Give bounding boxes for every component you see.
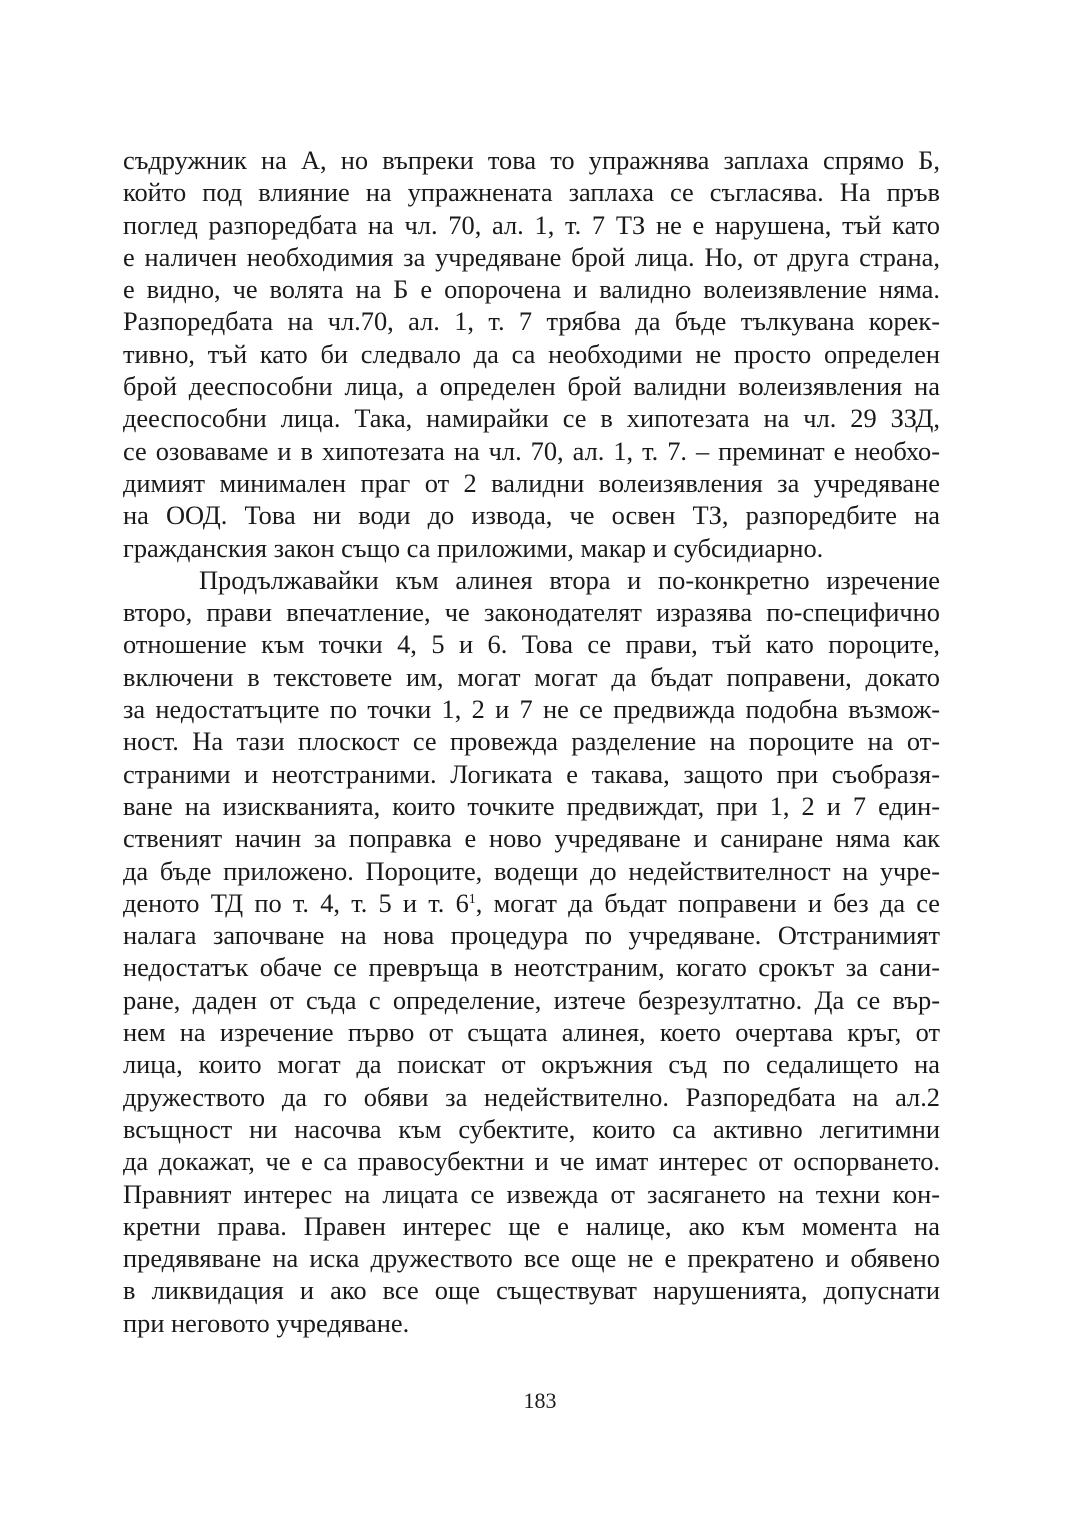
text-line: дееспособни лица. Така, намирайки се в хипотезата на чл. 29 ЗЗД, — [123, 403, 940, 434]
footnote-reference[interactable]: 1 — [468, 891, 476, 907]
text-line-with-footnote — [123, 887, 940, 919]
text-line: ране, даден от съда с определение, изтече безрезултатно. Да се вър- — [123, 984, 940, 1015]
text-line: ност. На тази плоскост се провежда разделение на пороците на от- — [123, 726, 940, 757]
text-line: да бъде приложено. Пороците, водещи до недействителност на учре- — [123, 855, 940, 886]
text-line: тивно, тъй като би следвало да са необходими не просто определен — [123, 338, 940, 369]
text-line: включени в текстовете им, могат могат да бъдат поправени, докато — [123, 661, 940, 692]
paragraph-1 — [123, 144, 940, 564]
text-line: налага започване на нова процедура по учредяване. Отстранимият — [123, 920, 940, 951]
text-line: нем на изречение първо от същата алинея, което очертава кръг, от — [123, 1017, 940, 1048]
text-fragment: , могат да бъдат поправени и без да се — [475, 887, 940, 918]
text-line: кретни права. Правен интерес ще е налице, ако към момента на — [123, 1210, 940, 1241]
text-line: да докажат, че е са правосубектни и че имат интерес от оспорването. — [123, 1146, 940, 1177]
page-number: 183 — [523, 1388, 557, 1413]
text-line: лица, които могат да поискат от окръжния съд по седалището на — [123, 1049, 940, 1080]
text-line: димият минимален праг от 2 валидни волеизявления за учредяване — [123, 467, 940, 498]
text-line: гражданския закон също са приложими, макар и субсидиарно. — [123, 532, 824, 563]
text-line: е наличен необходимия за учредяване брой лица. Но, от друга страна, — [123, 241, 940, 272]
text-line: е видно, че волята на Б е опорочена и валидно волеизявление няма. — [123, 274, 940, 305]
text-line: при неговото учредяване. — [123, 1307, 410, 1338]
text-line: страними и неотстраними. Логиката е такава, защото при съобразя- — [123, 758, 940, 789]
text-line: ване на изискванията, които точките предвиждат, при 1, 2 и 7 един- — [123, 790, 940, 821]
text-line: брой дееспособни лица, а определен брой валидни волеизявления на — [123, 371, 940, 402]
text-line: поглед разпоредбата на чл. 70, ал. 1, т. 7 ТЗ не е нарушена, тъй като — [123, 209, 940, 240]
text-line: дружеството да го обяви за недействително. Разпоредбата на ал.2 — [123, 1081, 940, 1112]
text-line: в ликвидация и ако все още съществуват нарушенията, допуснати — [123, 1275, 940, 1306]
text-line: Разпоредбата на чл.70, ал. 1, т. 7 трябва да бъде тълкувана корек- — [123, 306, 940, 337]
text-line: за недостатъците по точки 1, 2 и 7 не се предвижда подобна възмож- — [123, 694, 940, 725]
text-line: отношение към точки 4, 5 и 6. Това се прави, тъй като пороците, — [123, 629, 940, 660]
text-line: съдружник на А, но въпреки това то упражнява заплаха спрямо Б, — [123, 145, 940, 175]
text-line: който под влияние на упражнената заплаха се съгласява. На пръв — [123, 177, 940, 208]
text-line: недостатък обаче се превръща в неотстраним, когато срокът за сани- — [123, 952, 940, 983]
text-line: второ, прави впечатление, че законодателят изразява по-специфично — [123, 597, 940, 628]
text-line: Правният интерес на лицата се извежда от засягането на техни кон- — [123, 1178, 940, 1209]
paragraph-2 — [123, 564, 940, 1339]
text-fragment: деното ТД по т. 4, т. 5 и т. 6 — [123, 887, 469, 918]
text-line: Продължавайки към алинея втора и по-конкретно изречение — [199, 564, 940, 595]
text-line: се озоваваме и в хипотезата на чл. 70, ал. 1, т. 7. – преминат е необхо- — [123, 435, 940, 466]
text-line: ственият начин за поправка е ново учредяване и саниране няма как — [123, 823, 940, 854]
body-text — [123, 144, 940, 1339]
text-line: на ООД. Това ни води до извода, че освен ТЗ, разпоредбите на — [123, 500, 940, 531]
text-line: предявяване на иска дружеството все още не е прекратено и обявено — [123, 1243, 940, 1274]
text-line: всъщност ни насочва към субектите, които са активно легитимни — [123, 1113, 940, 1144]
